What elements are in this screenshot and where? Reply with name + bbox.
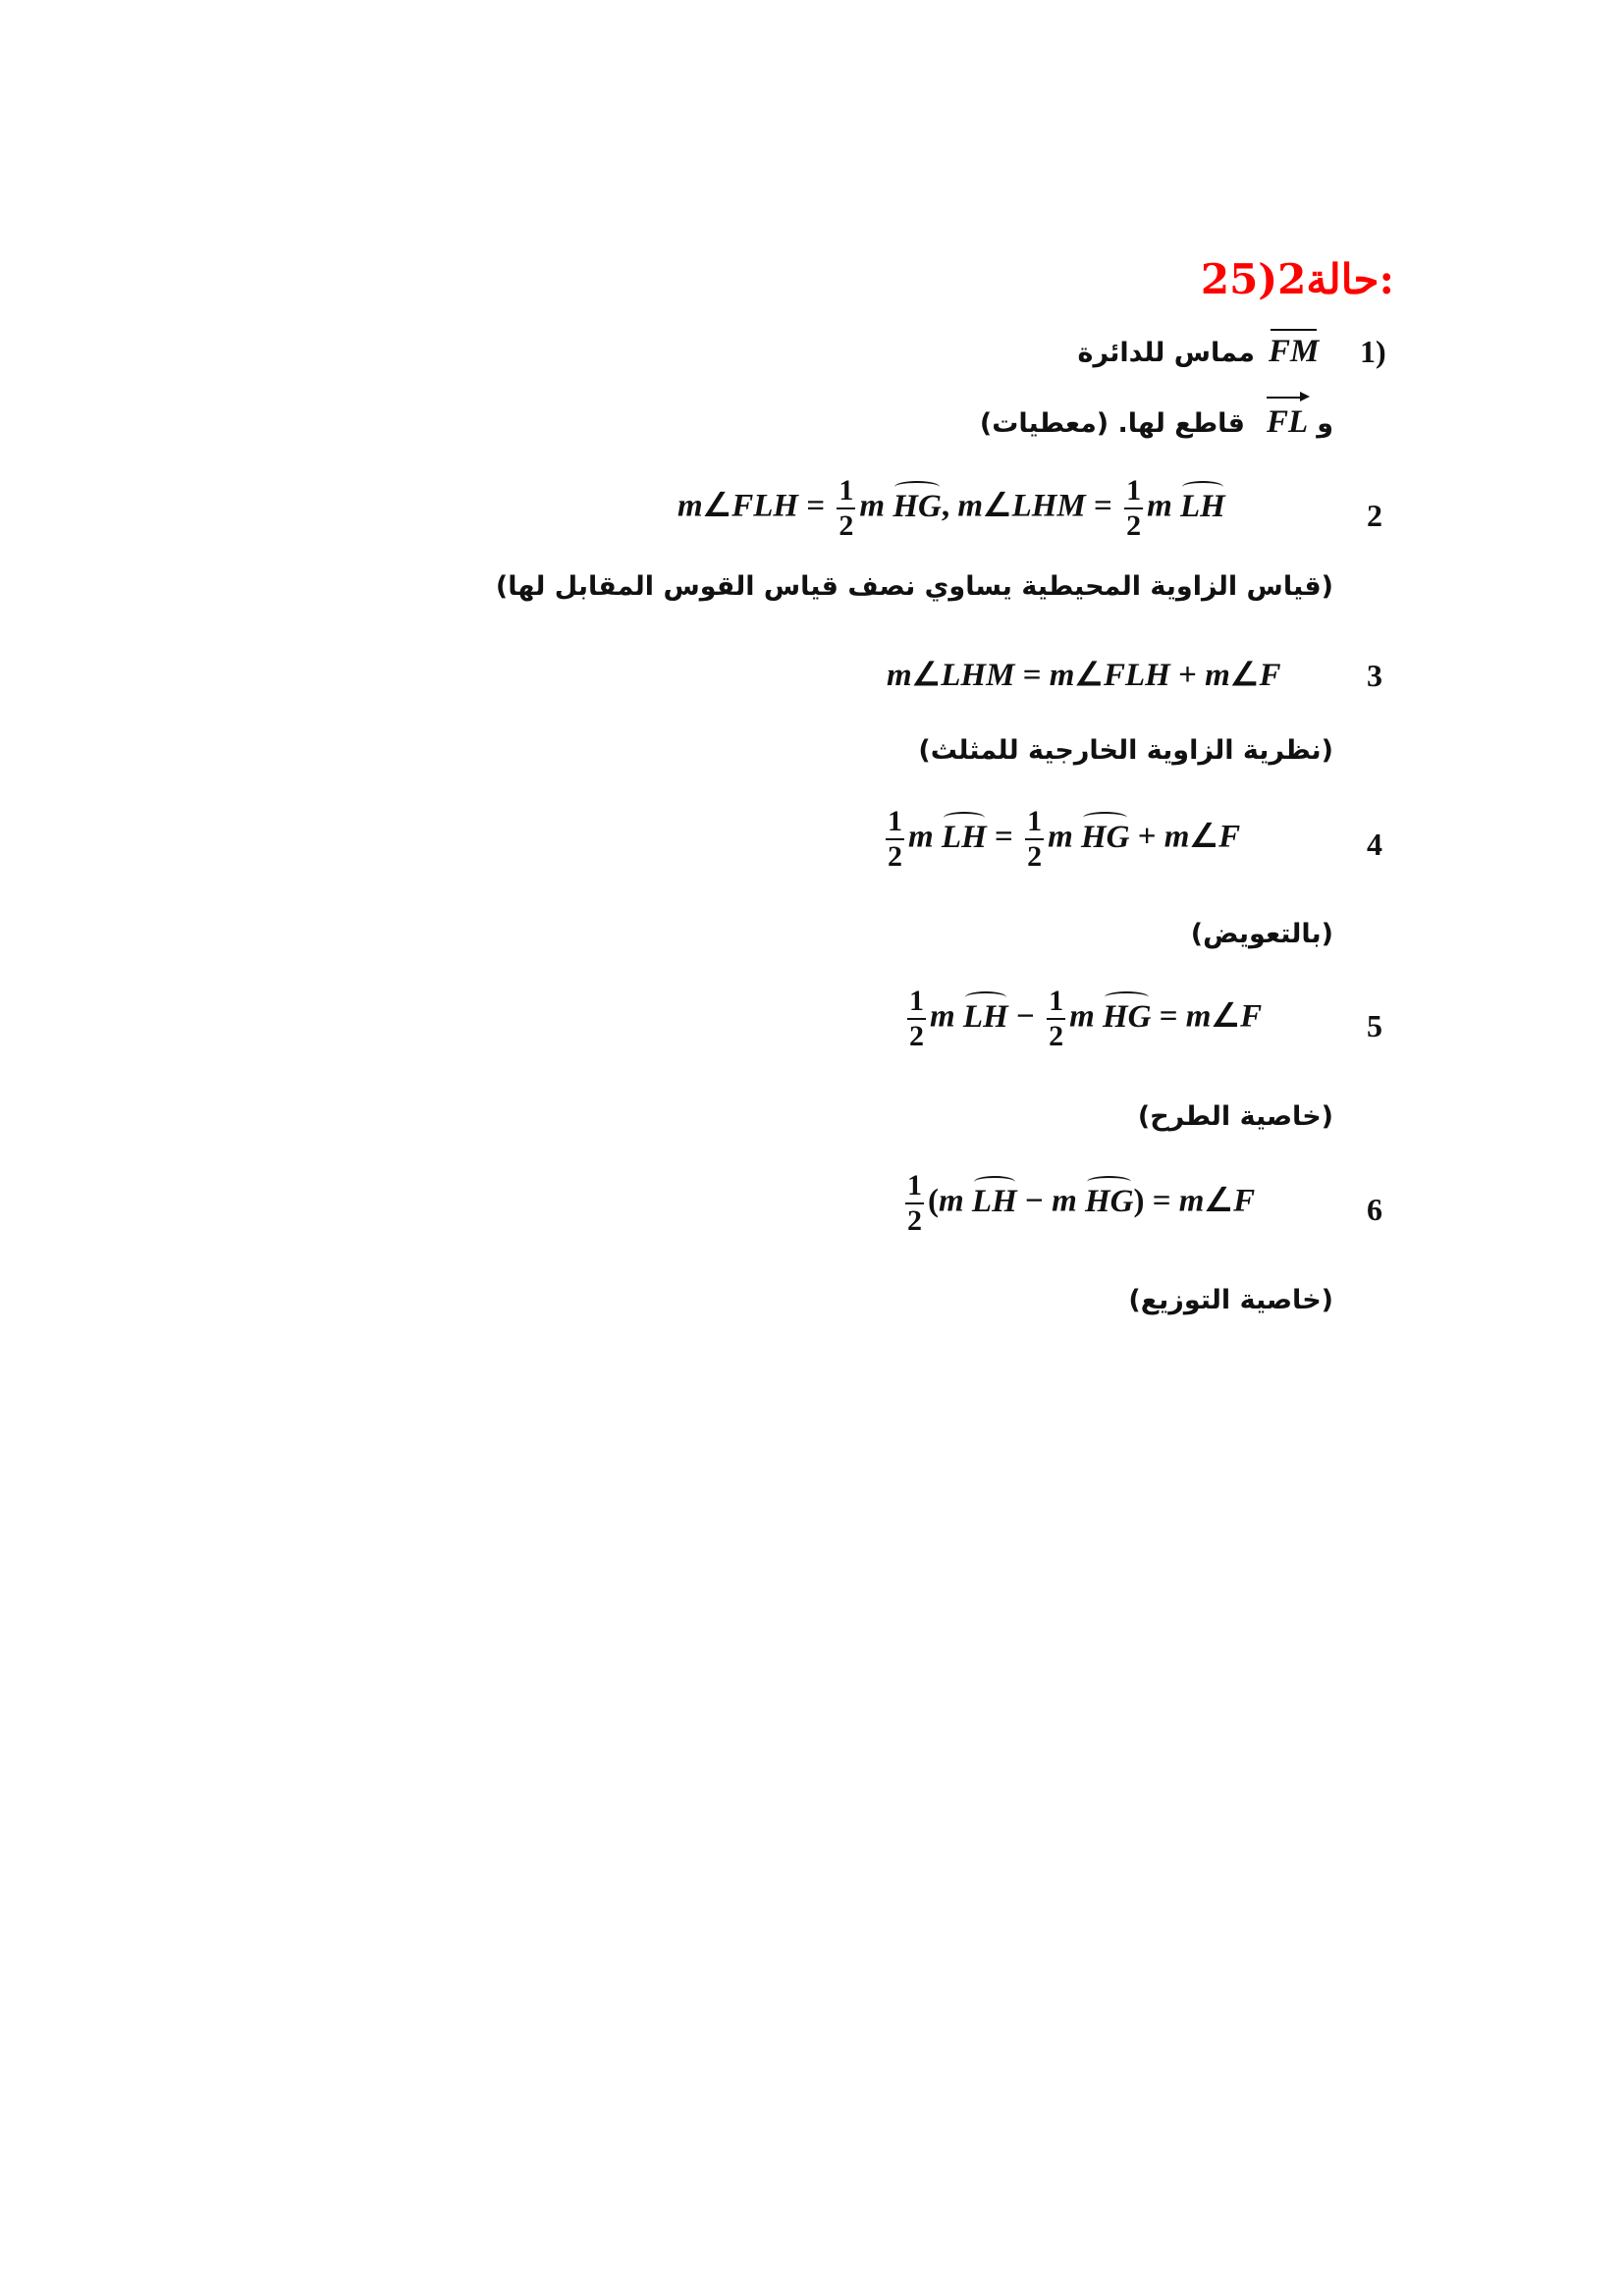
arc-lh: LH bbox=[971, 1183, 1017, 1219]
arc-hg: HG bbox=[893, 488, 942, 524]
fraction-half: $\frac{1}{2}$ bbox=[888, 805, 902, 873]
segment-fm: FM bbox=[1269, 334, 1320, 369]
step-4-reason: (بالتعويض) bbox=[1190, 919, 1333, 949]
step-2-equation: m∠FLH = $\frac{1}{2}$ m HG, m∠LHM = $\frac{1}{2}$ m LH bbox=[677, 474, 1225, 542]
fraction-half: $\frac{1}{2}$ bbox=[1049, 985, 1064, 1052]
step-2-number: 2 bbox=[1367, 498, 1382, 533]
step-1-segment bbox=[1269, 332, 1319, 371]
step-6-equation: $\frac{1}{2}$ (m LH − m HG) = m∠F bbox=[907, 1169, 1256, 1237]
step-3-number: 3 bbox=[1367, 658, 1382, 693]
problem-heading: 25)حالة2: bbox=[1200, 255, 1394, 303]
step-5-number: 5 bbox=[1367, 1008, 1382, 1043]
step-5-equation: $\frac{1}{2}$ m LH − $\frac{1}{2}$ m HG = m∠F bbox=[909, 985, 1263, 1052]
step-4-number: 4 bbox=[1367, 827, 1382, 862]
fraction-half: $\frac{1}{2}$ bbox=[909, 985, 924, 1052]
step-6-reason: (خاصية التوزيع) bbox=[1128, 1285, 1333, 1315]
arc-lh: LH bbox=[941, 819, 987, 855]
fraction-half: $\frac{1}{2}$ bbox=[907, 1169, 922, 1237]
step-1-ray bbox=[1267, 402, 1308, 442]
step-5-reason: (خاصية الطرح) bbox=[1137, 1101, 1333, 1132]
step-3-equation: m∠LHM = m∠FLH + m∠F bbox=[887, 658, 1281, 693]
step-1-number: 1) bbox=[1360, 334, 1386, 369]
arc-hg: HG bbox=[1084, 1183, 1134, 1219]
arc-hg: HG bbox=[1102, 998, 1152, 1035]
fraction-half: $\frac{1}{2}$ bbox=[1126, 474, 1142, 542]
ray-fl: FL bbox=[1267, 404, 1309, 440]
step-3-reason: (نظرية الزاوية الخارجية للمثلث) bbox=[918, 735, 1333, 766]
step-4-equation: $\frac{1}{2}$ m LH = $\frac{1}{2}$ m HG + m∠F bbox=[888, 805, 1241, 873]
arc-lh: LH bbox=[1180, 488, 1225, 524]
step-1-tangent-text: مماس للدائرة bbox=[1077, 338, 1255, 368]
step-1-secant-prefix: و bbox=[1317, 408, 1333, 439]
arc-lh: LH bbox=[962, 998, 1008, 1035]
fraction-half: $\frac{1}{2}$ bbox=[1027, 805, 1043, 873]
step-1-secant-text: قاطع لها. (معطيات) bbox=[979, 408, 1245, 439]
arc-hg: HG bbox=[1080, 819, 1130, 855]
step-2-reason: (قياس الزاوية المحيطية يساوي نصف قياس القوس المقابل لها) bbox=[495, 571, 1333, 602]
fraction-half: $\frac{1}{2}$ bbox=[839, 474, 854, 542]
step-6-number: 6 bbox=[1367, 1192, 1382, 1227]
